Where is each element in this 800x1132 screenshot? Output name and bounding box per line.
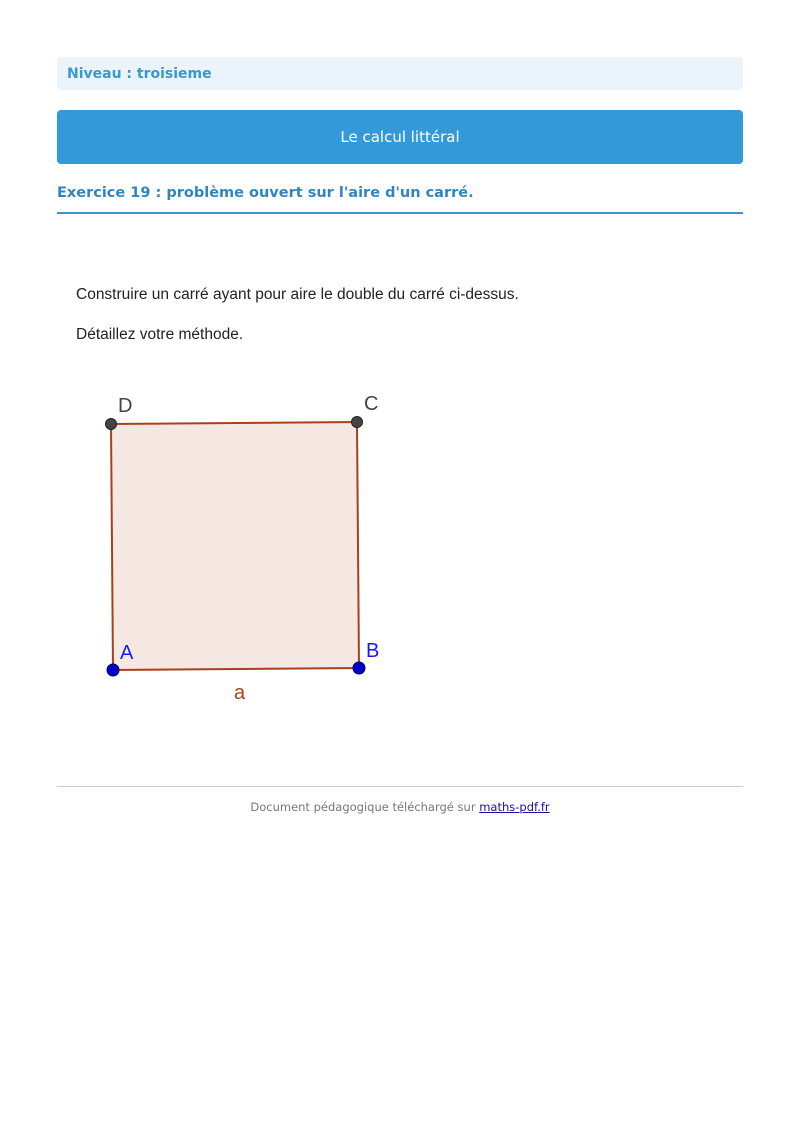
footer-divider — [57, 786, 743, 787]
level-label: Niveau : troisieme — [67, 65, 212, 82]
label-d: D — [118, 395, 133, 417]
footer — [57, 800, 743, 814]
exercise-statement-line-2: Détaillez votre méthode. — [76, 326, 244, 343]
side-label-a: a — [234, 682, 246, 704]
point-b — [353, 662, 365, 674]
label-a: A — [120, 642, 134, 664]
point-d — [106, 419, 117, 430]
square-abcd — [111, 422, 359, 670]
point-c — [352, 417, 363, 428]
point-a — [107, 664, 119, 676]
footer-text: Document pédagogique téléchargé sur — [250, 800, 476, 814]
exercise-title: Exercice 19 : problème ouvert sur l'aire d'un carré. — [57, 185, 743, 214]
level-banner — [57, 57, 743, 90]
label-c: C — [364, 393, 379, 415]
label-b: B — [366, 640, 380, 662]
footer-link[interactable]: maths-pdf.fr — [479, 800, 550, 814]
square-figure — [90, 385, 410, 715]
course-title: Le calcul littéral — [340, 128, 460, 146]
exercise-statement-line-1: Construire un carré ayant pour aire le double du carré ci-dessus. — [76, 286, 519, 303]
course-title-bar — [57, 110, 743, 164]
